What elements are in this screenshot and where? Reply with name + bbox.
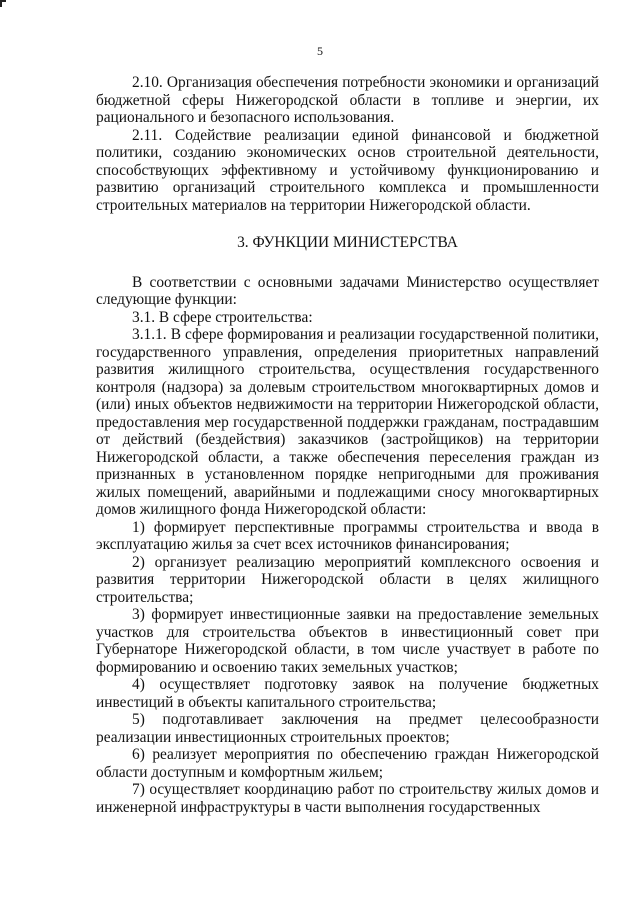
list-item-7: 7) осуществляет координацию работ по строительству жилых домов и инженерной инфраструктуры в части выполнения государственных: [96, 781, 599, 816]
list-item-6: 6) реализует мероприятия по обеспечению граждан Нижегородской области доступным и комфортным жильем;: [96, 746, 599, 781]
scan-corner-mark: [0, 0, 6, 7]
list-item-1: 1) формирует перспективные программы строительства и ввода в эксплуатацию жилья за счет всех источников финансирования;: [96, 518, 599, 553]
list-item-4: 4) осуществляет подготовку заявок на получение бюджетных инвестиций в объекты капитального строительства;: [96, 676, 599, 711]
paragraph-intro: В соответствии с основными задачами Министерство осуществляет следующие функции:: [96, 273, 599, 308]
paragraph-2-10: 2.10. Организация обеспечения потребности экономики и организаций бюджетной сферы Нижегородской области в топливе и энергии, их рационального и безопасного использования.: [96, 74, 599, 126]
paragraph-2-11: 2.11. Содействие реализации единой финансовой и бюджетной политики, созданию экономических основ строительной деятельности, способствующих эффективному и устойчивому функционированию и развитию организаций строительного комплекса и промышленности строительных материалов на территории Нижегородской области.: [96, 126, 599, 214]
list-item-2: 2) организует реализацию мероприятий комплексного освоения и развития территории Нижегородской области в целях жилищного строительства;: [96, 553, 599, 606]
paragraph-3-1-1: 3.1.1. В сфере формирования и реализации государственной политики, государственного управления, определения приоритетных направлений развития жилищного строительства, осуществления государственного контроля (надзора) за долевым строительством многоквартирных домов и (или) иных объектов недвижимости на территории Нижегородской области, предоставления мер государственной поддержки гражданам, пострадавшим от действий (бездействия) заказчиков (застройщиков) на территории Нижегородской области, а также обеспечения переселения граждан из признанных в установленном порядке непригодными для проживания жилых помещений, аварийными и подлежащими сносу многоквартирных домов жилищного фонда Нижегородской области:: [96, 326, 599, 518]
list-item-3: 3) формирует инвестиционные заявки на предоставление земельных участков для строительства объектов в инвестиционный совет при Губернаторе Нижегородской области, в том числе участвует в работе по формированию и освоению таких земельных участков;: [96, 606, 599, 676]
page-number: 5: [317, 44, 323, 58]
section-heading: 3. ФУНКЦИИ МИНИСТЕРСТВА: [237, 234, 458, 251]
document-body: [96, 74, 599, 816]
list-item-5: 5) подготавливает заключения на предмет целесообразности реализации инвестиционных строительных проектов;: [96, 711, 599, 746]
paragraph-3-1: 3.1. В сфере строительства:: [132, 308, 313, 326]
